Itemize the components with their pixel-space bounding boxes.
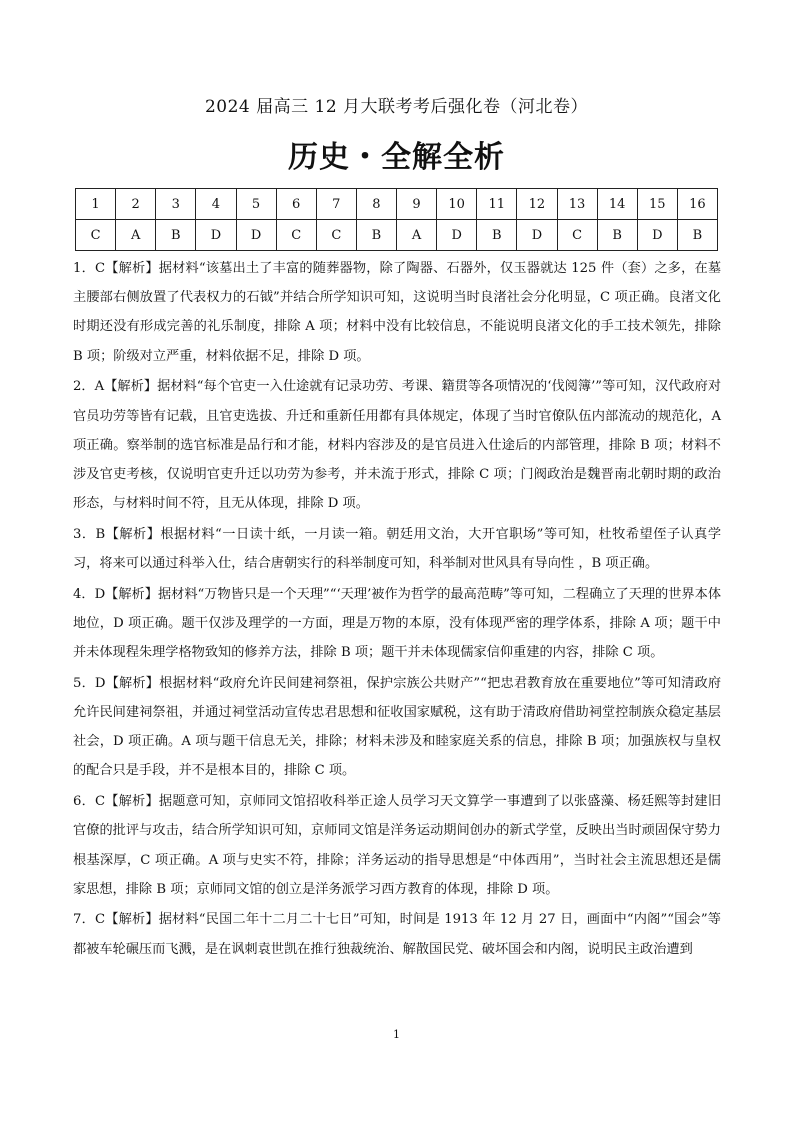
question-label: 4．D xyxy=(73,586,106,602)
answer-table xyxy=(75,188,718,251)
document-title: 历史・全解全析 xyxy=(288,140,505,175)
answer-cell: D xyxy=(637,220,677,251)
explanations xyxy=(73,254,721,965)
document-subtitle: 2024 届高三 12 月大联考考后强化卷（河北卷） xyxy=(204,97,589,117)
explanation-item xyxy=(73,787,721,904)
analysis-tag: 【解析】 xyxy=(105,912,159,928)
question-number-cell: 3 xyxy=(156,189,196,220)
answer-cell: B xyxy=(677,220,717,251)
question-number-cell: 16 xyxy=(677,189,717,220)
question-number-cell: 7 xyxy=(316,189,356,220)
explanation-item xyxy=(73,254,721,371)
answer-cell: B xyxy=(477,220,517,251)
explanation-text: 据材料“该墓出土了丰富的随葬器物，除了陶器、石器外，仅玉器就达 125 件（套）之多，在墓主腰部右侧放置了代表权力的石钺”并结合所学知识可知，这说明当时良渚社会分化明显，C 项正确。良渚文化时期还没有形成完善的礼乐制度，排除 A 项；材料中没有比较信息，不能说明良渚文化的手工技术领先，排除 B 项；阶级对立严重，材料依据不足，排除 D 项。 xyxy=(73,261,722,364)
question-label: 5．D xyxy=(73,675,106,691)
question-label: 3．B xyxy=(73,526,106,542)
answer-cell: A xyxy=(397,220,437,251)
question-number-cell: 12 xyxy=(517,189,557,220)
page-number: 1 xyxy=(393,1028,400,1041)
analysis-tag: 【解析】 xyxy=(105,586,158,602)
question-number-cell: 5 xyxy=(236,189,276,220)
answer-cell: C xyxy=(557,220,597,251)
explanation-item xyxy=(73,905,721,963)
analysis-tag: 【解析】 xyxy=(105,675,160,691)
answer-cell: A xyxy=(116,220,156,251)
explanation-item xyxy=(73,669,721,786)
explanation-text: 根据材料“一日读十纸，一月读一箱。朝廷用文治，大开官职场”等可知，杜牧希望侄子认真学习，将来可以通过科举入仕，结合唐朝实行的科举制度可知，科举制对世风具有导向性 ，B 项正确。 xyxy=(73,526,722,572)
answer-cell: D xyxy=(236,220,276,251)
analysis-tag: 【解析】 xyxy=(105,261,159,276)
analysis-tag: 【解析】 xyxy=(104,379,158,395)
explanation-item xyxy=(73,580,721,668)
question-number-cell: 6 xyxy=(276,189,316,220)
answer-cell: C xyxy=(276,220,316,251)
answer-cell: B xyxy=(597,220,637,251)
question-label: 7．C xyxy=(73,912,106,928)
question-label: 6．C xyxy=(73,794,106,810)
answer-cell: B xyxy=(156,220,196,251)
answer-cell: D xyxy=(517,220,557,251)
explanation-text: 据材料“每个官吏一入仕途就有记录功劳、考课、籍贯等各项情况的‘伐阅簿’”等可知，汉代政府对官员功劳等皆有记载，且官吏选拔、升迁和重新任用都有具体规定，体现了当时官僚队伍内部流动的规范化，A 项正确。察举制的选官标准是品行和才能，材料内容涉及的是官员进入仕途后的内部管理，排除 B 项；材料不涉及官吏考核，仅说明官吏升迁以功劳为参考，并未流于形式，排除 C 项；门阀政治是魏晋南北朝时期的政治形态，与材料时间不符，且无从体现，排除 D 项。 xyxy=(73,379,722,512)
explanation-text: 据题意可知，京师同文馆招收科举正途人员学习天文算学一事遭到了以张盛藻、杨廷熙等封建旧官僚的批评与攻击，结合所学知识可知，京师同文馆是洋务运动期间创办的新式学堂，反映出当时顽固保守势力根基深厚，C 项正确。A 项与史实不符，排除；洋务运动的指导思想是“中体西用”，当时社会主流思想还是儒家思想，排除 B 项；京师同文馆的创立是洋务派学习西方教育的体现，排除 D 项。 xyxy=(73,794,722,897)
question-number-cell: 14 xyxy=(597,189,637,220)
question-label: 2．A xyxy=(73,379,105,395)
question-number-cell: 11 xyxy=(477,189,517,220)
question-number-cell: 1 xyxy=(76,189,116,220)
answer-table-answer-row xyxy=(76,220,718,251)
question-number-cell: 10 xyxy=(437,189,477,220)
question-number-cell: 15 xyxy=(637,189,677,220)
question-label: 1．C xyxy=(73,261,106,276)
answer-cell: D xyxy=(196,220,236,251)
answer-cell: C xyxy=(76,220,116,251)
explanation-text: 据材料“民国二年十二月二十七日”可知，时间是 1913 年 12 月 27 日，画面中“内阁”“国会”等都被车轮碾压而飞溅，是在讽刺袁世凯在推行独裁统治、解散国民党、破坏国会和内阁，说明民主政治遭到 xyxy=(73,912,721,957)
answer-cell: C xyxy=(316,220,356,251)
answer-table-number-row xyxy=(76,189,718,220)
analysis-tag: 【解析】 xyxy=(105,526,161,542)
answer-cell: D xyxy=(437,220,477,251)
explanation-text: 据材料“万物皆只是一个天理”“‘天理’被作为哲学的最高范畴”等可知，二程确立了天理的世界本体地位，D 项正确。题干仅涉及理学的一方面，理是万物的本原，没有体现严密的理学体系，排除 A 项；题干中并未体现程朱理学格物致知的修养方法，排除 B 项；题干并未体现儒家信仰重建的内容，排除 C 项。 xyxy=(73,586,722,661)
analysis-tag: 【解析】 xyxy=(105,794,159,810)
explanation-item xyxy=(73,372,721,518)
question-number-cell: 2 xyxy=(116,189,156,220)
question-number-cell: 13 xyxy=(557,189,597,220)
explanation-text: 根据材料“政府允许民间建祠祭祖，保护宗族公共财产”“把忠君教育放在重要地位”等可知清政府允许民间建祠祭祖，并通过祠堂活动宣传忠君思想和征收国家赋税，这有助于清政府借助祠堂控制族众稳定基层社会，D 项正确。A 项与题干信息无关，排除；材料未涉及和睦家庭关系的信息，排除 B 项；加强族权与皇权的配合只是手段，并不是根本目的，排除 C 项。 xyxy=(73,675,722,779)
answer-cell: B xyxy=(356,220,396,251)
explanation-item xyxy=(73,520,721,578)
question-number-cell: 4 xyxy=(196,189,236,220)
question-number-cell: 9 xyxy=(397,189,437,220)
question-number-cell: 8 xyxy=(356,189,396,220)
